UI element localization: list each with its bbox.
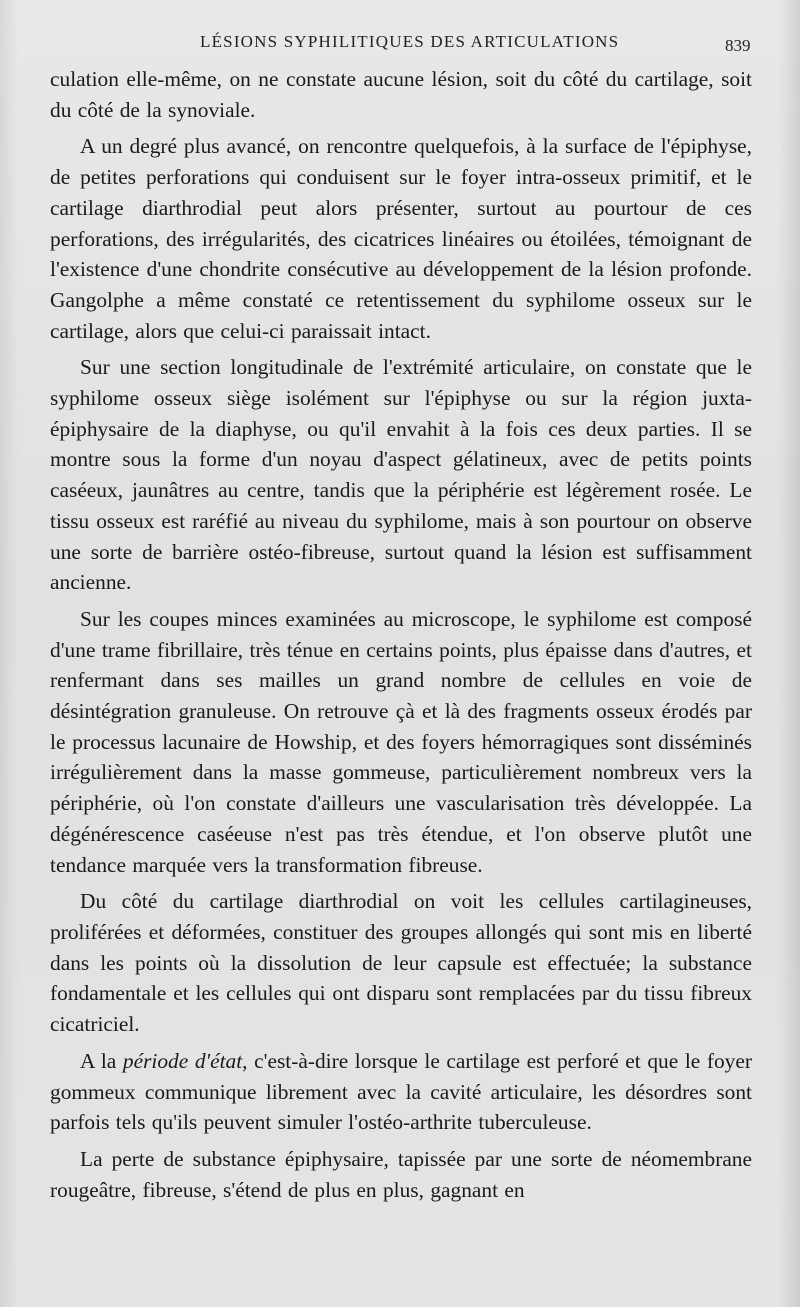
- body-text: [50, 64, 752, 1205]
- page-number: 839: [725, 36, 751, 55]
- paragraph-6: [50, 1046, 752, 1138]
- paragraph-6-italic-term: période d'état: [122, 1048, 243, 1073]
- running-head-title: LÉSIONS SYPHILITIQUES DES ARTICULATIONS: [200, 32, 620, 51]
- running-head: [0, 32, 800, 58]
- paragraph-4: Sur les coupes minces examinées au microscope, le syphilome est composé d'une trame fibrillaire, très ténue en certains points, plus épaisse dans d'autres, et renfermant dans ses mailles un grand nombre de cellules en voie de désintégration granuleuse. On retrouve çà et là des fragments osseux érodés par le processus lacunaire de Howship, et des foyers hémorragiques sont disséminés irrégulièrement dans la masse gommeuse, particulièrement nombreux vers la périphérie, où l'on constate d'ailleurs une vascularisation très développée. La dégénérescence caséeuse n'est pas très étendue, et l'on observe plutôt une tendance marquée vers la transformation fibreuse.: [50, 606, 752, 877]
- paragraph-6-lead: A la: [80, 1048, 123, 1073]
- paragraph-7: La perte de substance épiphysaire, tapissée par une sorte de néomembrane rougeâtre, fibreuse, s'étend de plus en plus, gagnant en: [50, 1146, 752, 1202]
- paragraph-6-rest: , c'est-à-dire lorsque le cartilage est perforé et que le foyer gommeux communique librement avec la cavité articulaire, les désordres sont parfois tels qu'ils peuvent simuler l'ostéo-arthrite tuberculeuse.: [50, 1048, 752, 1135]
- paragraph-3: Sur une section longitudinale de l'extrémité articulaire, on constate que le syphilome osseux siège isolément sur l'épiphyse ou sur la région juxta-épiphysaire de la diaphyse, ou qu'il envahit à la fois ces deux parties. Il se montre sous la forme d'un noyau d'aspect gélatineux, avec de petits points caséeux, jaunâtres au centre, tandis que la périphérie est légèrement rosée. Le tissu osseux est raréfié au niveau du syphilome, mais à son pourtour on observe une sorte de barrière ostéo-fibreuse, surtout quand la lésion est suffisamment ancienne.: [50, 355, 752, 595]
- paragraph-1: culation elle-même, on ne constate aucune lésion, soit du côté du cartilage, soit du côté de la synoviale.: [50, 67, 752, 122]
- paragraph-2: A un degré plus avancé, on rencontre quelquefois, à la surface de l'épiphyse, de petites perforations qui conduisent sur le foyer intra-osseux primitif, et le cartilage diarthrodial peut alors présenter, surtout au pourtour de ces perforations, des irrégularités, des cicatrices linéaires ou étoilées, témoignant de l'existence d'une chondrite consécutive au développement de la lésion profonde. Gangolphe a même constaté ce retentissement du syphilome osseux sur le cartilage, alors que celui-ci paraissait intact.: [50, 134, 752, 343]
- paragraph-5: Du côté du cartilage diarthrodial on voit les cellules cartilagineuses, proliférées et déformées, constituer des groupes allongés qui sont mis en liberté dans les points où la dissolution de leur capsule est effectuée; la substance fondamentale et les cellules qui ont disparu sont remplacées par du tissu fibreux cicatriciel.: [50, 889, 752, 1037]
